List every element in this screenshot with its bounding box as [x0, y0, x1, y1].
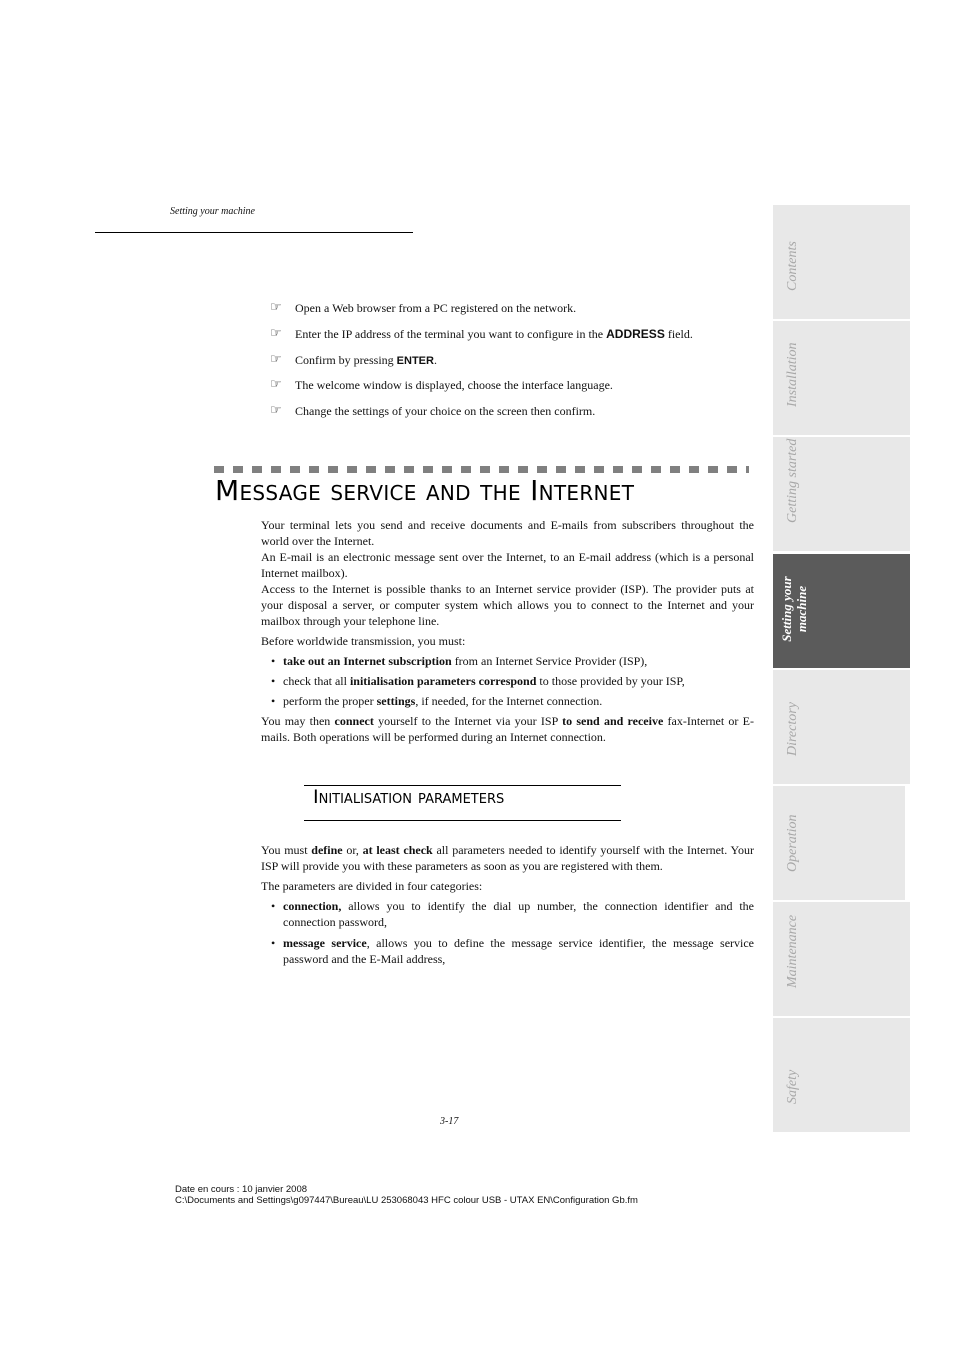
step-item — [270, 403, 750, 429]
tab-label: Directory — [785, 701, 800, 756]
date-line: Date en cours : 10 janvier 2008 — [175, 1184, 308, 1195]
paragraph: You may then connect yourself to the Internet via your ISP to send and receive fax-Internet or E-mails. Both operations will be performed during an Internet connection. — [261, 714, 755, 744]
subheading-rule-bottom — [304, 820, 621, 821]
pointing-hand-icon: ☞ — [270, 377, 282, 393]
pointing-hand-icon: ☞ — [270, 325, 282, 341]
tab-label: Contents — [785, 241, 800, 291]
paragraph: Your terminal lets you send and receive documents and E-mails from subscribers throughout the world over the Internet. — [261, 518, 754, 548]
section-title: Message service and the Internet — [215, 474, 635, 507]
key-name: ADDRESS — [606, 326, 665, 341]
list-item: • check that all initialisation parameters correspond to those provided by your ISP, — [261, 673, 754, 689]
tab-label: Safety — [785, 1070, 800, 1105]
list-item: • perform the proper settings, if needed, for the Internet connection. — [261, 693, 754, 709]
tab-operation[interactable] — [773, 786, 905, 900]
step-item — [270, 326, 750, 352]
list-item: • message service, allows you to define the message service identifier, the message service password and the E-Mail address, — [261, 935, 754, 967]
tab-contents[interactable] — [773, 205, 910, 319]
header-rule — [95, 232, 413, 233]
tab-installation[interactable] — [773, 321, 910, 435]
step-item — [270, 352, 750, 378]
step-text: Change the settings of your choice on the screen then confirm. — [295, 404, 596, 419]
bullet-icon: • — [271, 899, 276, 913]
pointing-hand-icon: ☞ — [270, 351, 282, 367]
tab-label: Installation — [785, 342, 800, 408]
tab-label: Setting your machine — [779, 575, 809, 642]
step-item — [270, 300, 750, 326]
paragraph: Access to the Internet is possible thanks to an Internet service provider (ISP). The provider puts at your disposal a server, or computer system which allows you to connect to the Internet and your mailbox through your telephone line. — [261, 582, 754, 628]
running-head: Setting your machine — [170, 206, 255, 217]
path-line: C:\Documents and Settings\g097447\Bureau\LU 253068043 HFC colour USB - UTAX EN\Configuration Gb.fm — [175, 1195, 638, 1206]
paragraph: The parameters are divided in four categories: — [261, 879, 483, 893]
pointing-hand-icon: ☞ — [270, 300, 282, 315]
step-item — [270, 377, 750, 403]
bullet-icon: • — [271, 694, 276, 708]
bullet-icon: • — [271, 936, 276, 950]
dashed-divider — [214, 466, 749, 473]
list-item: • take out an Internet subscription from an Internet Service Provider (ISP), — [261, 653, 754, 669]
tab-getting-started[interactable] — [773, 437, 910, 551]
paragraph: You must define or, at least check all parameters needed to identify yourself with the Internet. Your ISP will provide you with these parameters as soon as you are registered with them. — [261, 843, 754, 873]
step-text: The welcome window is displayed, choose the interface language. — [295, 378, 613, 393]
tab-setting-your-machine[interactable] — [773, 554, 910, 668]
bullet-icon: • — [271, 674, 276, 688]
tab-safety[interactable] — [773, 1018, 910, 1132]
step-text: Confirm by pressing — [295, 352, 397, 367]
step-list — [270, 300, 750, 429]
step-text: . — [433, 352, 437, 367]
bullet-icon: • — [271, 654, 276, 668]
paragraph: An E-mail is an electronic message sent over the Internet, to an E-mail address (which is a personal Internet mailbox). — [261, 550, 754, 580]
tab-label: Operation — [785, 814, 800, 872]
section-body — [261, 517, 754, 745]
tab-maintenance[interactable] — [773, 902, 910, 1016]
subsection-body — [261, 842, 754, 967]
tab-label: Getting started — [785, 438, 800, 524]
step-text: field. — [664, 326, 693, 341]
tab-label: Maintenance — [785, 915, 800, 989]
file-info — [175, 1184, 638, 1206]
list-item: • connection, allows you to identify the dial up number, the connection identifier and the connection password, — [261, 898, 754, 930]
subsection-title: Initialisation parameters — [313, 786, 505, 808]
step-text: Enter the IP address of the terminal you want to configure in the — [295, 326, 607, 341]
key-name: ENTER — [396, 354, 434, 367]
step-text: Open a Web browser from a PC registered on the network. — [295, 301, 577, 315]
tab-directory[interactable] — [773, 670, 910, 784]
paragraph: Before worldwide transmission, you must: — [261, 634, 466, 648]
page-number: 3-17 — [440, 1116, 459, 1127]
pointing-hand-icon: ☞ — [270, 403, 282, 419]
chapter-tabs — [773, 205, 910, 1135]
